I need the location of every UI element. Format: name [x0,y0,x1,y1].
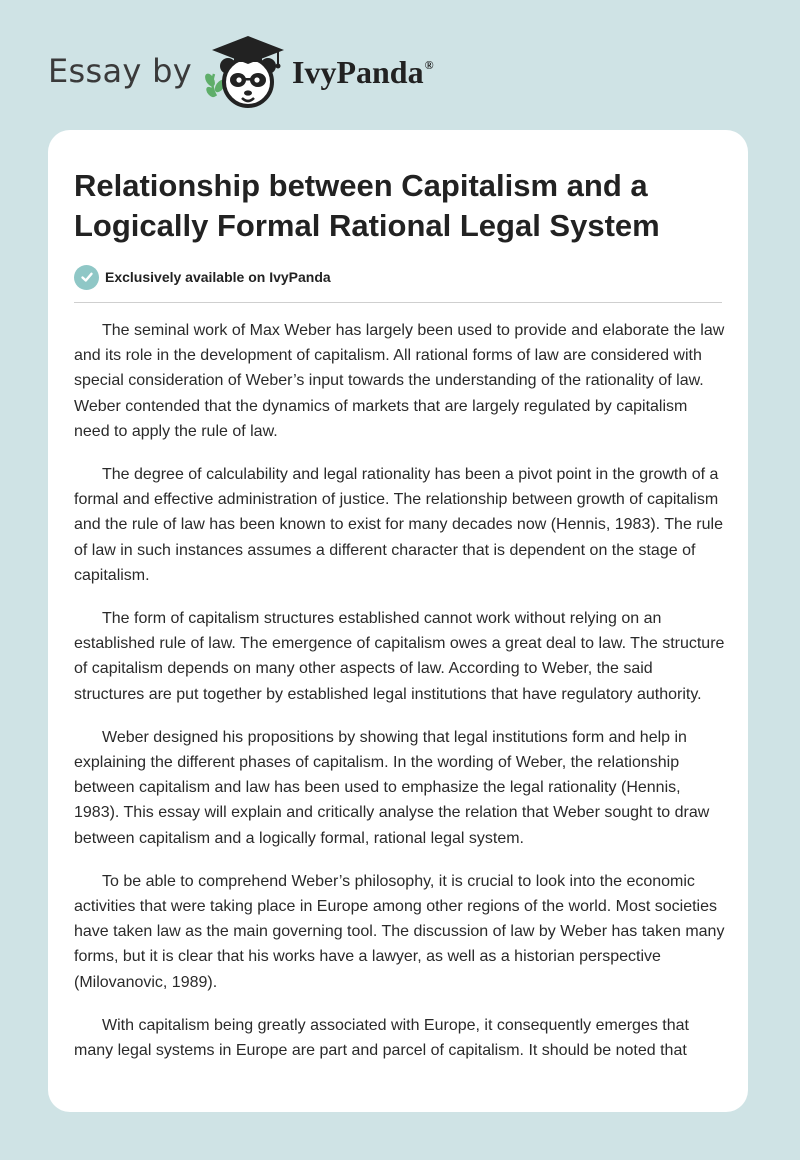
paragraph: The form of capitalism structures established cannot work without relying on an established rule of law. The emergence of capitalism owes a great deal to law. The structure of capitalism depends on many other aspects of law. According to Weber, the said structures are put together by established legal institutions that have regulatory authority. [74,610,725,703]
essay-body [74,318,726,1081]
paragraph: The degree of calculability and legal rationality has been a pivot point in the growth of a formal and effective administration of justice. The relationship between growth of capitalism and the rule of law has been known to exist for many decades now (Hennis, 1983). The rule of law in such instances assumes a different character that is dependent on the stage of capitalism. [74,466,723,584]
brand-name[interactable] [292,54,434,91]
paragraph: The seminal work of Max Weber has largely been used to provide and elaborate the law and its role in the development of capitalism. All rational forms of law are considered with special consideration of Weber’s input towards the understanding of the rationality of law. Weber contended that the dynamics of markets that are largely regulated by capitalism need to apply the rule of law. [74,322,725,440]
exclusive-badge [74,264,331,290]
paragraph: To be able to comprehend Weber’s philosophy, it is crucial to look into the economic activities that were taking place in Europe among other regions of the world. Most societies have taken law as the main governing tool. The discussion of law by Weber has taken many forms, but it is clear that his works have a lawyer, as well as a historian perspective (Milovanovic, 1989). [74,872,725,991]
paragraph: With capitalism being greatly associated with Europe, it consequently emerges that many legal systems in Europe are part and parcel of capitalism. It should be noted that [74,1016,689,1060]
essay-title: Relationship between Capitalism and a Logically Formal Rational Legal System [74,168,660,243]
site-header [0,0,800,130]
title-divider [74,302,722,303]
panda-logo-icon[interactable] [200,34,286,110]
check-circle-icon [74,265,99,290]
essay-card [48,130,748,1112]
registered-mark: ® [424,58,434,72]
exclusive-badge-text: Exclusively available on IvyPanda [105,269,331,285]
paragraph: Weber designed his propositions by showing that legal institutions form and help in explaining the different phases of capitalism. In the wording of Weber, the relationship between capitalism and law has been used to emphasize the legal rationality (Hennis, 1983). This essay will explain and critically analyse the relation that Weber sought to draw between capitalism and a logically formal, rational legal system. [74,728,710,847]
essay-by-label: Essay by [48,52,192,90]
brand-name-text: IvyPanda [292,54,424,90]
